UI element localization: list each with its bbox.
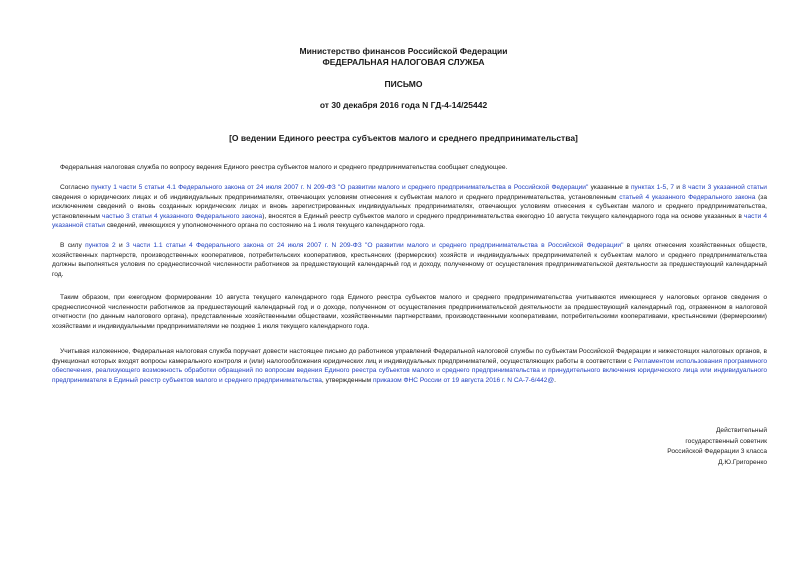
link-point-7[interactable]: 7 <box>670 184 674 191</box>
link-part-4[interactable]: части 4 указанной статьи <box>52 212 767 230</box>
text: (за исключением сведений о вновь созданных юридических лицах и вновь зарегистрированных индивидуальных предпринимателях, отвечающих условиям отнесения к субъектам малого и среднего предпринимательства, установленным <box>52 193 767 220</box>
document-date-number: от 30 декабря 2016 года N ГД-4-14/25442 <box>319 100 488 110</box>
service-title: ФЕДЕРАЛЬНАЯ НАЛОГОВАЯ СЛУЖБА <box>322 57 485 67</box>
link-reglament[interactable]: Регламентом использования программного обеспечения, реализующего возможность обработки обращений по вопросам ведения Единого реестра субъектов малого и среднего предпринимательства и принудительного включения юридического лица или индивидуального предпринимателя в Единый реестр субъектов малого и среднего предпринимательства <box>52 357 767 384</box>
link-law-209fz-art4[interactable]: 3 части 1.1 статьи 4 Федерального закона от 24 июля 2007 г. N 209-ФЗ "О развитии малого и среднего предпринимательства в Российской Федерации" <box>125 242 624 249</box>
text: , <box>666 184 671 191</box>
signature-title-3: Российской Федерации 3 класса <box>667 448 767 456</box>
text: и <box>673 184 683 191</box>
paragraph-2 <box>52 183 767 231</box>
text: и <box>115 242 126 249</box>
link-points-1-5[interactable]: пунктах 1-5 <box>630 184 667 191</box>
paragraph-3 <box>52 241 767 279</box>
signature-title-1: Действительный <box>715 427 767 434</box>
text: , утвержденным <box>321 376 373 384</box>
text: Согласно <box>60 184 92 191</box>
signature-block <box>600 426 767 468</box>
text: ), вносятся в Единый реестр субъектов малого и среднего предпринимательства ежегодно 10 августа текущего календарного года на основе указанных в <box>262 212 745 220</box>
link-part-3-article-4[interactable]: частью 3 статьи 4 указанного Федерального закона <box>102 212 263 220</box>
signatory-name: Д.Ю.Григоренко <box>718 458 767 466</box>
text: сведений, имеющихся у уполномоченного органа по состоянию на 1 июля текущего календарного года. <box>104 222 425 230</box>
text: указанные в <box>588 184 631 191</box>
link-points-2[interactable]: пунктов 2 <box>85 242 116 249</box>
text: сведения о юридических лицах и об индивидуальных предпринимателях, отвечающих условиям отнесения к субъектам малого и среднего предпринимательства, установленным <box>52 193 620 201</box>
document-subject: [О ведении Единого реестра субъектов малого и среднего предпринимательства] <box>229 133 578 143</box>
document-type: ПИСЬМО <box>384 79 423 89</box>
text: Федеральная налоговая служба по вопросу ведения Единого реестра субъектов малого и среднего предпринимательства сообщает следующее. <box>60 164 508 171</box>
link-law-209fz-art4-1[interactable]: пункту 1 части 5 статьи 4.1 Федерального закона от 24 июля 2007 г. N 209-ФЗ "О развитии малого и среднего предпринимательства в Российской Федерации" <box>91 184 589 191</box>
text: в целях отнесения хозяйственных обществ, хозяйственных партнерств, производственных кооперативов, потребительских кооперативов, крестьянских (фермерских) хозяйств и индивидуальных предпринимателей к субъектам малого и среднего предпринимательства должны выполняться условия по среднесписочной численности работников за предшествующий календарный год и доходу, полученному от осуществления предпринимательской деятельности за предшествующий календарный год. <box>52 242 767 278</box>
paragraph-1 <box>52 163 767 173</box>
text: Таким образом, при ежегодном формировании 10 августа текущего календарного года Единого реестра субъектов малого и среднего предпринимательства учитываются имеющиеся у налоговых органов сведения о среднесписочной численности работников за предшествующий календарный год и о доходе, полученном от осуществления предпринимательской деятельности за предшествующий календарный год, отраженном в налоговой отчетности (по данным налогового органа), представленные хозяйственными обществами, хозяйственными партнерствами, производственными кооперативами, потребительскими кооперативами, крестьянскими (фермерскими) хозяйствами и индивидуальными предпринимателями не позднее 1 июля текущего календарного года. <box>52 294 767 330</box>
paragraph-5 <box>52 347 767 385</box>
text: Учитывая изложенное, Федеральная налоговая служба поручает довести настоящее письмо до работников управлений Федеральной налоговой службы по субъектам Российской Федерации и нижестоящих налоговых органов, в функционал которых входят вопросы камерального контроля и (или) налогообложения юридических лиц и индивидуальных предпринимателей, осуществляющих работы в соответствии с <box>52 348 767 365</box>
link-fns-order[interactable]: приказом ФНС России от 19 августа 2016 г. N СА-7-6/442@ <box>372 376 555 384</box>
paragraph-4 <box>52 293 767 331</box>
signature-title-2: государственный советник <box>685 437 767 445</box>
ministry-title: Министерство финансов Российской Федерации <box>299 46 508 56</box>
link-point-8-part-3[interactable]: 8 части 3 указанной статьи <box>682 184 767 191</box>
text: . <box>554 376 556 384</box>
link-article-4[interactable]: статьей 4 указанного Федерального закона <box>619 193 756 201</box>
text: В силу <box>60 242 86 249</box>
